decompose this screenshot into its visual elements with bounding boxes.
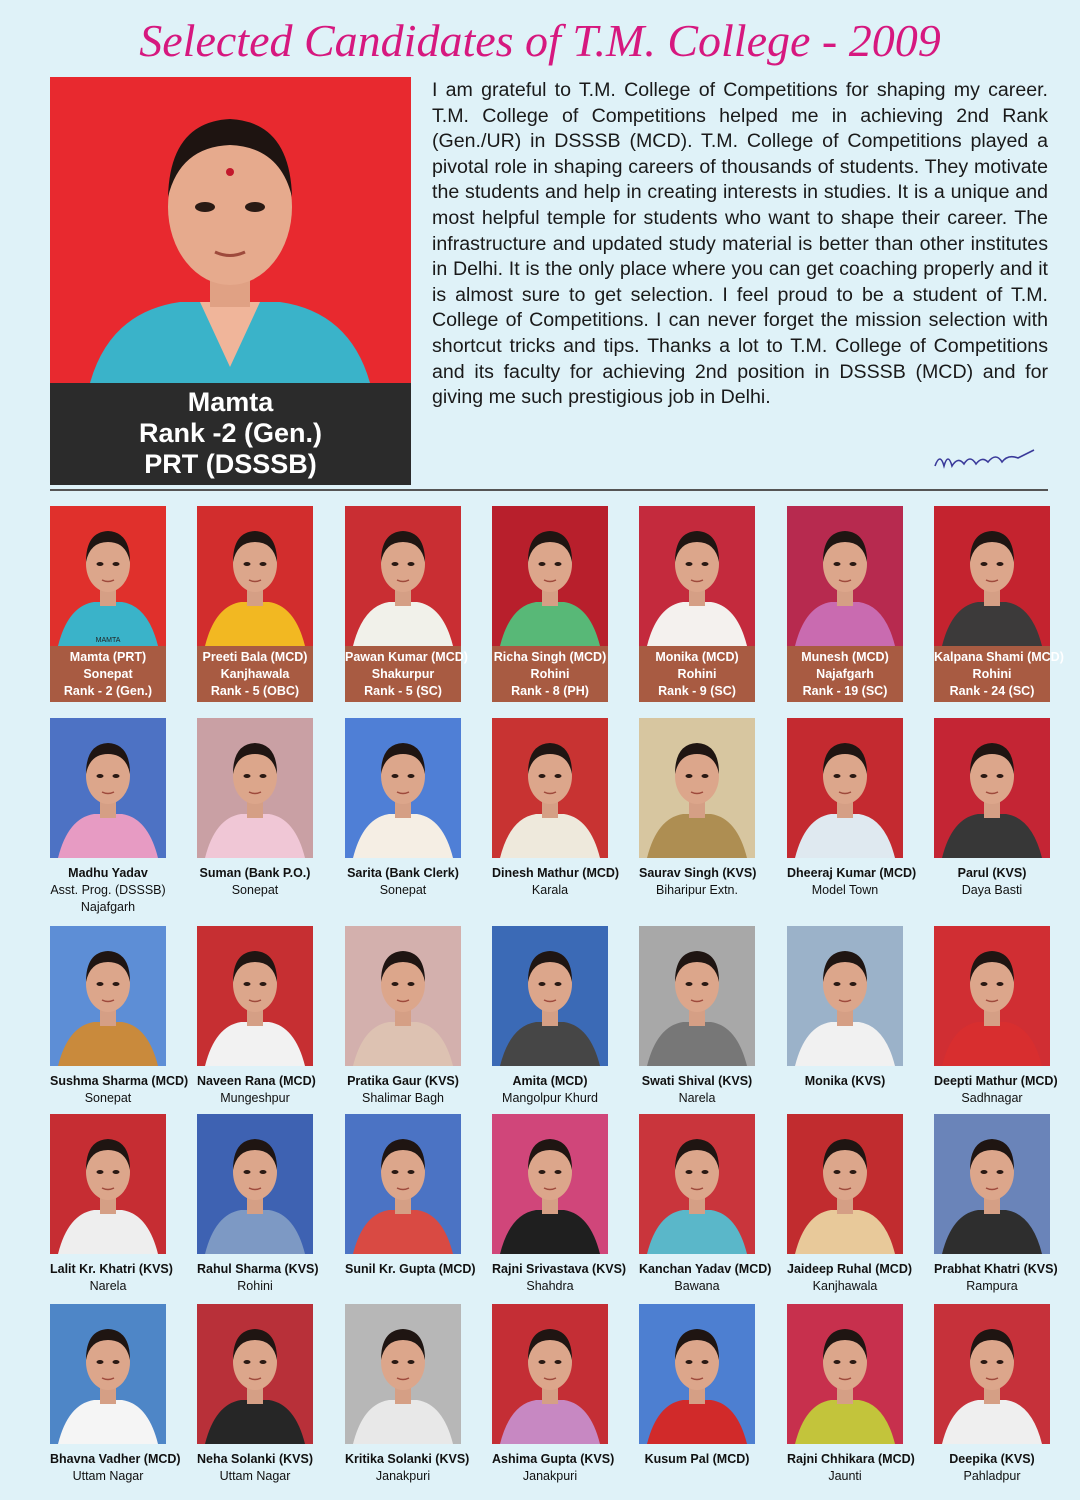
candidate-photo — [934, 718, 1050, 858]
candidate-name: Swati Shival (KVS) — [641, 1074, 753, 1088]
candidate-card — [197, 506, 313, 702]
candidate-detail-2: Rank - 5 (SC) — [364, 684, 442, 698]
candidate-photo — [50, 506, 166, 646]
candidate-detail: Rampura — [966, 1279, 1018, 1293]
candidate-card — [50, 718, 166, 916]
candidate-photo — [787, 718, 903, 858]
candidate-name: Richa Singh (MCD) — [493, 650, 607, 664]
candidate-name: Sarita (Bank Clerk) — [347, 866, 459, 880]
candidate-card — [934, 926, 1058, 1107]
candidate-card — [934, 506, 1064, 702]
candidate-detail: Sadhnagar — [961, 1091, 1023, 1105]
candidate-name: Pawan Kumar (MCD) — [345, 650, 468, 664]
candidate-detail: Rohini — [237, 1279, 273, 1293]
featured-caption — [50, 383, 411, 485]
candidate-photo — [639, 506, 755, 646]
candidate-detail: Mangolpur Khurd — [502, 1091, 598, 1105]
candidate-photo — [50, 718, 166, 858]
candidate-detail: Pahladpur — [963, 1469, 1021, 1483]
candidate-name: Dinesh Mathur (MCD) — [492, 866, 620, 880]
candidate-label — [197, 1073, 316, 1107]
candidate-detail-2: Rank - 19 (SC) — [802, 684, 888, 698]
candidate-label — [787, 865, 917, 899]
candidate-label — [639, 1261, 772, 1295]
candidate-photo — [639, 926, 755, 1066]
candidate-label — [934, 865, 1050, 899]
candidate-label — [639, 1451, 755, 1468]
candidate-card — [492, 926, 608, 1107]
candidate-label — [492, 1451, 615, 1485]
candidate-name: Saurav Singh (KVS) — [639, 866, 757, 880]
candidate-photo — [492, 718, 608, 858]
candidate-detail: Rohini — [530, 667, 570, 681]
candidate-card — [639, 506, 755, 702]
candidate-card — [934, 1114, 1058, 1295]
candidate-label — [934, 1073, 1058, 1107]
candidate-detail: Uttam Nagar — [72, 1469, 144, 1483]
candidate-name: Neha Solanki (KVS) — [197, 1452, 313, 1466]
candidate-name: Pratika Gaur (KVS) — [347, 1074, 459, 1088]
candidate-photo — [787, 926, 903, 1066]
candidate-card — [934, 1304, 1050, 1485]
candidate-name: Deepika (KVS) — [949, 1452, 1035, 1466]
candidate-name: Kusum Pal (MCD) — [644, 1452, 750, 1466]
candidate-label — [50, 1073, 189, 1107]
candidate-label — [50, 646, 166, 702]
candidate-photo — [197, 926, 313, 1066]
section-divider — [50, 489, 1048, 491]
candidate-detail-2: Rank - 24 (SC) — [949, 684, 1035, 698]
candidate-name: Preeti Bala (MCD) — [202, 650, 308, 664]
candidate-card — [345, 506, 468, 702]
candidate-photo — [492, 1114, 608, 1254]
candidate-card — [787, 506, 903, 702]
candidate-detail: Shakurpur — [371, 667, 435, 681]
candidate-label — [345, 1073, 461, 1107]
candidate-card — [197, 718, 313, 899]
candidate-detail: Shahdra — [526, 1279, 574, 1293]
candidate-photo — [639, 718, 755, 858]
candidate-detail: Sonepat — [231, 883, 279, 897]
candidate-label — [787, 1261, 913, 1295]
candidate-detail: Asst. Prog. (DSSSB) — [50, 883, 166, 897]
candidate-card — [50, 1114, 173, 1295]
candidate-label — [345, 865, 461, 899]
candidate-card — [492, 718, 620, 899]
candidate-name: Madhu Yadav — [68, 866, 148, 880]
candidate-photo — [345, 718, 461, 858]
candidate-card — [639, 718, 755, 899]
featured-name: Mamta — [187, 387, 274, 417]
candidate-photo — [787, 506, 903, 646]
candidate-name: Dheeraj Kumar (MCD) — [787, 866, 917, 880]
candidate-photo — [50, 1114, 166, 1254]
candidate-detail: Rohini — [972, 667, 1012, 681]
testimonial-text: I am grateful to T.M. College of Competitions for shaping my career. T.M. College of Competitions helped me in achieving 2nd Rank (Gen./UR) in DSSSB (MCD). T.M. College of Competitions played a pivotal role in shaping careers of thousands of students. They motivate the students and help in creating interests in studies. It is a unique and most helpful temple for students who want to shape their career. The infrastructure and updated study material is better than other institutes in Delhi. It is the only place where you can get coaching properly and it is almost sure to get selection. I feel proud to be a student of T.M. College of Competitions. I can never forget the mission selection with shortcut tricks and tips. Thanks a lot to T.M. College of Competitions and its faculty for achieving 2nd position in DSSSB (MCD) and for giving me such prestigious job in Delhi. — [432, 79, 1048, 409]
candidate-card — [639, 1304, 755, 1468]
candidate-card — [639, 1114, 772, 1295]
candidate-card — [492, 1304, 615, 1485]
candidate-card — [639, 926, 755, 1107]
candidate-label — [197, 646, 313, 702]
candidate-detail: Sonepat — [84, 1091, 132, 1105]
candidate-detail: Karala — [531, 883, 569, 897]
candidate-photo — [345, 926, 461, 1066]
candidate-detail: Kanjhawala — [812, 1279, 878, 1293]
candidate-label — [639, 865, 755, 899]
candidate-name: Kritika Solanki (KVS) — [345, 1452, 470, 1466]
candidate-detail: Janakpuri — [522, 1469, 578, 1483]
candidate-photo — [50, 1304, 166, 1444]
candidate-name: Deepti Mathur (MCD) — [934, 1074, 1058, 1088]
featured-rank: Rank -2 (Gen.) — [138, 418, 323, 448]
featured-candidate-photo — [50, 77, 411, 383]
candidate-card — [50, 1304, 181, 1485]
candidate-photo — [197, 506, 313, 646]
candidate-detail-2: Rank - 5 (OBC) — [210, 684, 300, 698]
candidate-detail-2: Rank - 2 (Gen.) — [63, 684, 153, 698]
photo-name-tag: MAMTA — [95, 637, 121, 644]
candidate-photo — [197, 1114, 313, 1254]
candidate-photo — [50, 926, 166, 1066]
candidate-photo — [492, 1304, 608, 1444]
candidate-card — [197, 1304, 313, 1485]
candidate-name: Kanchan Yadav (MCD) — [639, 1262, 772, 1276]
candidate-detail-2: Rank - 8 (PH) — [511, 684, 589, 698]
candidate-photo — [492, 926, 608, 1066]
candidate-photo — [492, 506, 608, 646]
signature — [930, 444, 1040, 474]
candidate-name: Parul (KVS) — [957, 866, 1027, 880]
candidate-name: Rajni Chhikara (MCD) — [787, 1452, 915, 1466]
candidate-photo — [345, 1114, 461, 1254]
featured-post: PRT (DSSSB) — [144, 449, 317, 479]
candidate-card — [345, 926, 461, 1107]
candidate-name: Monika (KVS) — [804, 1074, 886, 1088]
candidate-photo — [787, 1114, 903, 1254]
candidate-detail: Model Town — [811, 883, 879, 897]
candidate-name: Bhavna Vadher (MCD) — [50, 1452, 181, 1466]
candidate-detail: Daya Basti — [961, 883, 1023, 897]
candidate-name: Rajni Srivastava (KVS) — [492, 1262, 627, 1276]
candidate-detail: Najafgarh — [816, 667, 874, 681]
candidate-card — [787, 1304, 915, 1485]
candidate-card — [787, 718, 917, 899]
candidate-card — [197, 1114, 319, 1295]
candidate-name: Kalpana Shami (MCD) — [934, 650, 1064, 664]
candidate-label — [197, 1451, 313, 1485]
candidate-label — [934, 1261, 1058, 1295]
candidate-label — [934, 646, 1064, 702]
candidate-label — [639, 1073, 755, 1107]
candidate-photo — [197, 1304, 313, 1444]
candidate-name: Sushma Sharma (MCD) — [50, 1074, 189, 1088]
candidate-card — [787, 926, 903, 1090]
candidate-detail: Kanjhawala — [220, 667, 290, 681]
candidate-label — [345, 1451, 470, 1485]
candidate-photo — [787, 1304, 903, 1444]
candidate-label — [492, 865, 620, 899]
featured-portrait — [50, 77, 411, 383]
candidate-card — [492, 506, 608, 702]
candidate-card — [345, 1304, 470, 1485]
candidate-label — [787, 1073, 903, 1090]
candidate-photo — [345, 506, 461, 646]
candidate-label — [639, 646, 755, 702]
candidate-label — [197, 865, 313, 899]
candidate-detail: Narela — [678, 1091, 716, 1105]
candidate-name: Jaideep Ruhal (MCD) — [787, 1262, 913, 1276]
candidate-detail: Janakpuri — [375, 1469, 431, 1483]
candidate-detail: Biharipur Extn. — [656, 883, 738, 897]
candidate-detail: Jaunti — [828, 1469, 862, 1483]
candidate-name: Ashima Gupta (KVS) — [492, 1452, 615, 1466]
candidate-detail: Bawana — [674, 1279, 720, 1293]
candidate-photo — [934, 506, 1050, 646]
candidate-card — [50, 506, 166, 702]
candidate-label — [345, 646, 468, 702]
candidate-card — [197, 926, 316, 1107]
candidate-detail-2: Rank - 9 (SC) — [658, 684, 736, 698]
candidate-detail: Sonepat — [379, 883, 427, 897]
candidate-label — [787, 1451, 915, 1485]
candidate-label — [492, 1073, 608, 1107]
candidate-name: Lalit Kr. Khatri (KVS) — [50, 1262, 173, 1276]
candidate-detail: Narela — [89, 1279, 127, 1293]
candidate-label — [345, 1261, 476, 1278]
candidate-name: Munesh (MCD) — [801, 650, 889, 664]
candidate-photo — [639, 1114, 755, 1254]
page-title: Selected Candidates of T.M. College - 2009 — [139, 15, 941, 66]
candidate-card — [345, 718, 461, 899]
candidate-detail: Mungeshpur — [220, 1091, 290, 1105]
candidate-photo — [934, 926, 1050, 1066]
candidate-photo — [639, 1304, 755, 1444]
candidate-name: Mamta (PRT) — [69, 650, 147, 664]
candidate-label — [934, 1451, 1050, 1485]
candidate-card — [787, 1114, 913, 1295]
candidate-card — [345, 1114, 476, 1278]
candidate-name: Monika (MCD) — [655, 650, 739, 664]
candidate-detail: Sonepat — [83, 667, 133, 681]
candidate-label — [492, 646, 608, 702]
candidate-detail: Uttam Nagar — [219, 1469, 291, 1483]
candidate-label — [50, 1451, 181, 1485]
candidate-name: Sunil Kr. Gupta (MCD) — [345, 1262, 476, 1276]
candidate-photo — [345, 1304, 461, 1444]
candidate-detail-2: Najafgarh — [80, 900, 136, 914]
candidate-card — [934, 718, 1050, 899]
candidate-label — [492, 1261, 627, 1295]
candidate-photo — [934, 1114, 1050, 1254]
candidate-name: Naveen Rana (MCD) — [197, 1074, 316, 1088]
candidate-label — [787, 646, 903, 702]
candidate-name: Suman (Bank P.O.) — [199, 866, 311, 880]
candidate-card — [492, 1114, 627, 1295]
candidate-name: Prabhat Khatri (KVS) — [934, 1262, 1058, 1276]
candidate-label — [50, 865, 166, 916]
candidate-label — [197, 1261, 319, 1295]
candidate-card — [50, 926, 189, 1107]
candidate-name: Rahul Sharma (KVS) — [197, 1262, 319, 1276]
candidate-detail: Shalimar Bagh — [362, 1091, 444, 1105]
candidate-detail: Rohini — [677, 667, 717, 681]
candidate-photo — [197, 718, 313, 858]
candidate-photo — [934, 1304, 1050, 1444]
candidate-name: Amita (MCD) — [512, 1074, 588, 1088]
candidate-grid — [50, 506, 1064, 1496]
candidate-label — [50, 1261, 173, 1295]
